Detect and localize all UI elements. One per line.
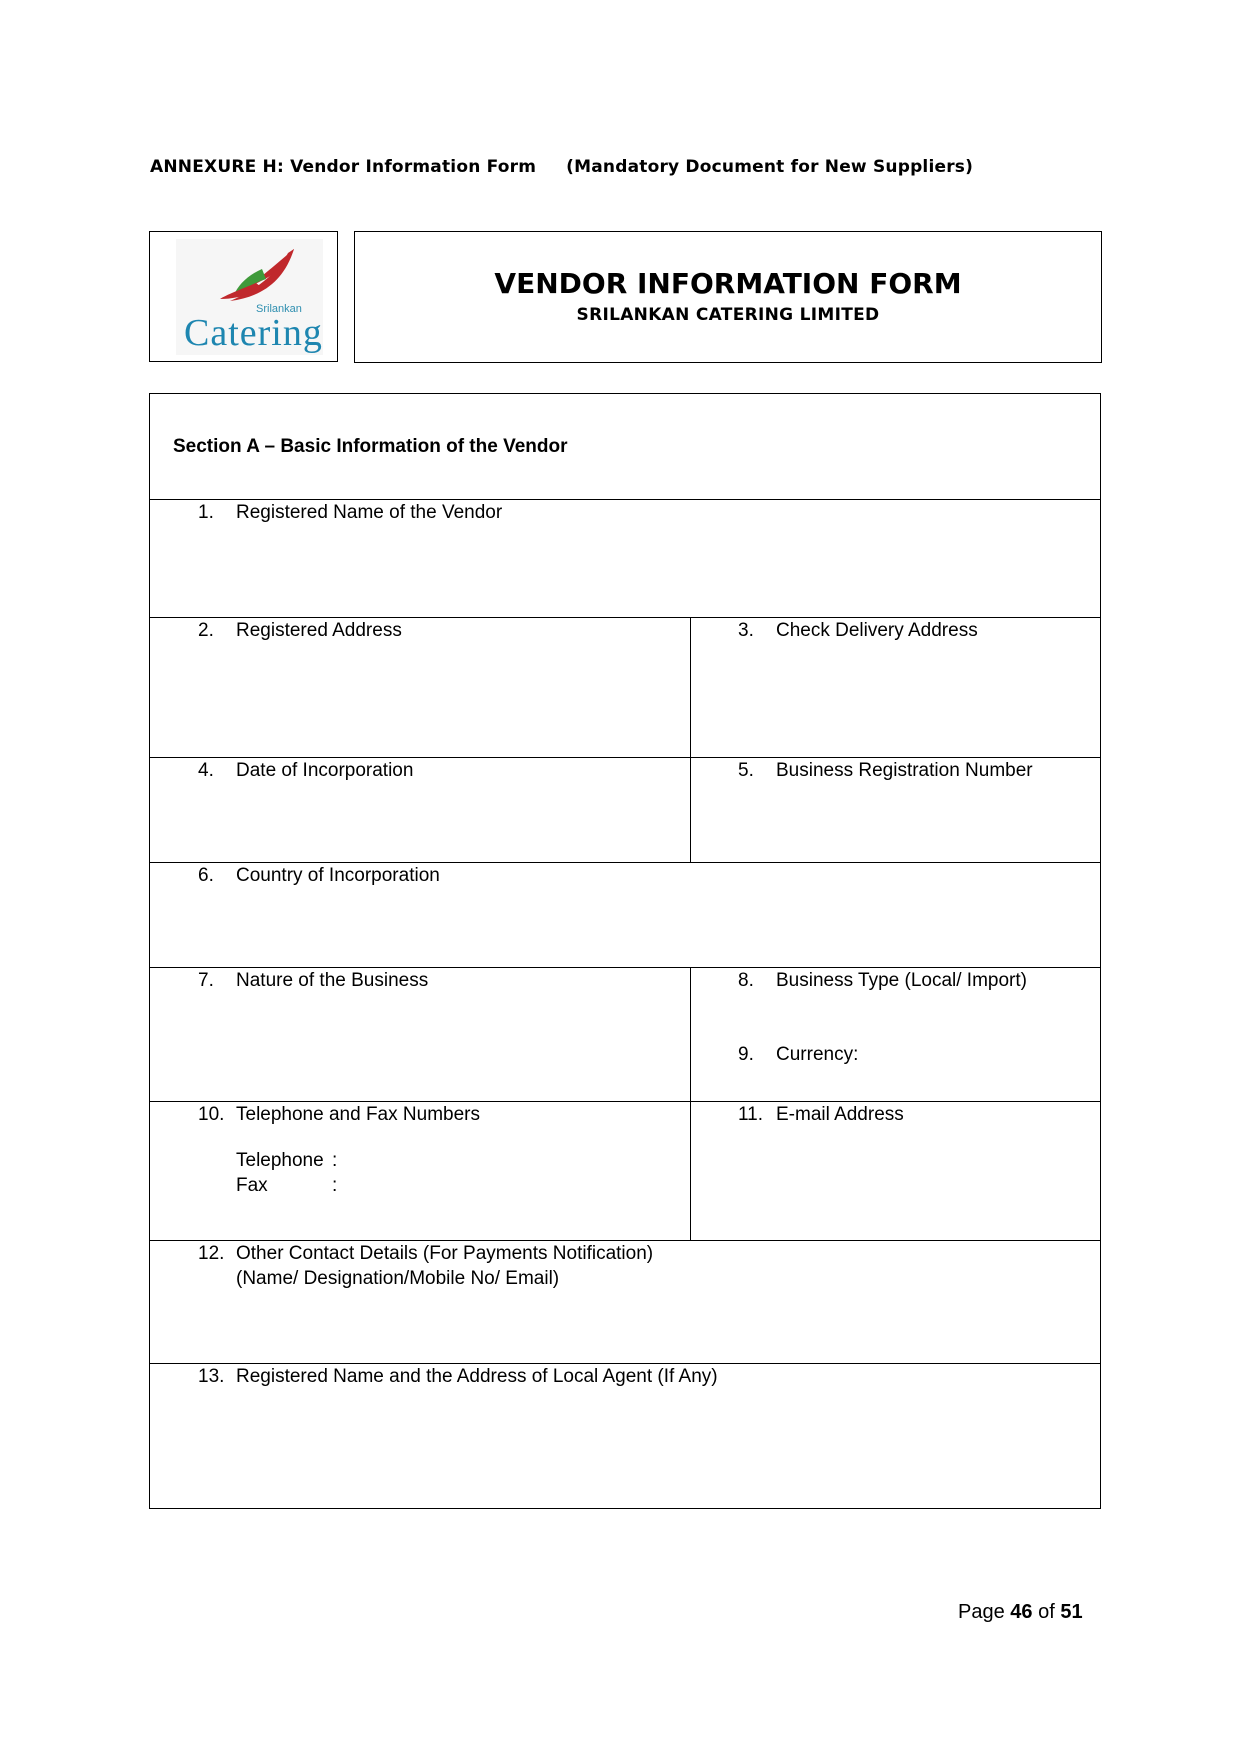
field-number: 1. (198, 502, 214, 523)
row-divider (150, 1363, 1100, 1364)
row-divider (150, 967, 1100, 968)
field-number: 2. (198, 620, 214, 641)
telephone-label: Telephone (236, 1150, 324, 1171)
page-word: Page (958, 1601, 1005, 1623)
logo-small-text: Srilankan (256, 303, 302, 315)
company-name: SRILANKAN CATERING LIMITED (576, 305, 880, 325)
annexure-heading (150, 157, 973, 177)
row-divider (150, 1101, 1100, 1102)
field-label: Country of Incorporation (236, 865, 440, 886)
row-divider (150, 499, 1100, 500)
field-number: 10. (198, 1104, 225, 1125)
fax-colon: : (332, 1175, 338, 1196)
annexure-title: ANNEXURE H: Vendor Information Form (150, 157, 537, 177)
mandatory-note: (Mandatory Document for New Suppliers) (566, 157, 974, 177)
column-divider (690, 967, 691, 1240)
current-page: 46 (1010, 1601, 1033, 1623)
field-number: 12. (198, 1243, 225, 1264)
logo-big-text: Catering (184, 312, 323, 354)
title-box (354, 231, 1102, 363)
field-number: 11. (738, 1104, 764, 1125)
row-divider (150, 757, 1100, 758)
of-word: of (1038, 1601, 1055, 1623)
field-label: Check Delivery Address (776, 620, 978, 641)
row-divider (150, 862, 1100, 863)
field-label: Registered Name and the Address of Local Agent (If Any) (236, 1366, 718, 1387)
field-label: Other Contact Details (For Payments Notification) (236, 1243, 654, 1264)
fax-label: Fax (236, 1175, 268, 1196)
telephone-colon: : (332, 1150, 338, 1171)
company-logo (176, 239, 323, 355)
column-divider (690, 617, 691, 862)
field-number: 4. (198, 760, 214, 781)
field-number: 7. (198, 970, 214, 991)
logo-box (149, 231, 338, 362)
field-number: 6. (198, 865, 214, 886)
field-label: Telephone and Fax Numbers (236, 1104, 480, 1125)
contact-hint: (Name/ Designation/Mobile No/ Email) (236, 1268, 560, 1289)
field-number: 8. (738, 970, 754, 991)
field-label: E-mail Address (776, 1104, 904, 1125)
field-label: Registered Name of the Vendor (236, 502, 503, 523)
page-number (958, 1601, 1083, 1624)
field-label: Business Type (Local/ Import) (776, 970, 1027, 991)
field-label: Business Registration Number (776, 760, 1033, 781)
total-pages: 51 (1060, 1601, 1083, 1623)
row-divider (150, 617, 1100, 618)
section-title: Section A – Basic Information of the Vendor (173, 436, 568, 457)
field-label: Nature of the Business (236, 970, 429, 991)
field-number: 9. (738, 1044, 754, 1065)
field-number: 5. (738, 760, 754, 781)
form-title: VENDOR INFORMATION FORM (494, 267, 962, 300)
row-divider (150, 1240, 1100, 1241)
field-label: Registered Address (236, 620, 402, 641)
field-label: Currency: (776, 1044, 859, 1065)
field-label: Date of Incorporation (236, 760, 414, 781)
vendor-form-table (149, 393, 1101, 1509)
field-number: 3. (738, 620, 754, 641)
field-number: 13. (198, 1366, 225, 1387)
